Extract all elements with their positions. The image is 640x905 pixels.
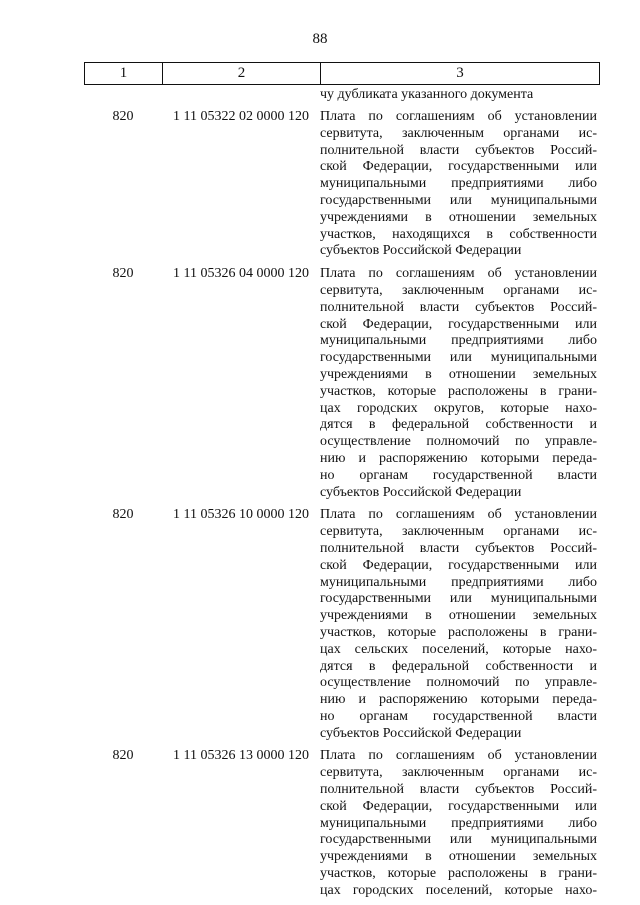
description-line: учреждениями в отношении земельных <box>320 608 597 624</box>
description-line: учреждениями в отношении земельных <box>320 849 597 865</box>
description-line: сервитута, заключенным органами ис- <box>320 765 597 781</box>
budget-classification-code: 1 11 05322 02 0000 120 <box>173 109 309 124</box>
revenue-description <box>320 507 597 742</box>
description-line: участков, которые расположены в грани- <box>320 624 597 640</box>
description-line: учреждениями в отношении земельных <box>320 209 597 225</box>
admin-code: 820 <box>112 109 134 124</box>
budget-classification-code: 1 11 05326 10 0000 120 <box>173 507 309 523</box>
description-line: муниципальными предприятиями либо <box>320 176 597 192</box>
description-line: дятся в федеральной собственности и <box>320 417 597 433</box>
column-header-2: 2 <box>163 63 321 85</box>
description-line: субъектов Российской Федерации <box>320 484 522 500</box>
table-row <box>84 109 599 260</box>
description-line: полнительной власти субъектов Россий- <box>320 299 597 315</box>
description-line: участков, которые расположены в грани- <box>320 866 597 882</box>
column-header-1: 1 <box>85 63 163 85</box>
budget-classification-code: 1 11 05326 04 0000 120 <box>173 266 309 282</box>
description-line: участков, которые расположены в грани- <box>320 383 597 399</box>
description-line: осуществление полномочий по управле- <box>320 675 597 691</box>
table-row <box>84 748 599 899</box>
revenue-description <box>320 109 597 260</box>
description-line: нию и распоряжению которыми переда- <box>320 692 597 708</box>
continuation-text: чу дубликата указанного документа <box>320 87 534 102</box>
revenue-description <box>320 266 597 501</box>
description-line: государственными или муниципальными <box>320 192 597 208</box>
description-line: сервитута, заключенным органами ис- <box>320 524 597 540</box>
description-line: но органам государственной власти <box>320 708 597 724</box>
description-line: ской Федерации, государственными или <box>320 316 597 332</box>
admin-code: 820 <box>112 507 134 523</box>
admin-code: 820 <box>112 748 134 764</box>
description-line: Плата по соглашениям об установлении <box>320 748 597 764</box>
description-line: нию и распоряжению которыми переда- <box>320 450 597 466</box>
description-line: Плата по соглашениям об установлении <box>320 507 597 523</box>
description-line: Плата по соглашениям об установлении <box>320 109 597 124</box>
description-line: полнительной власти субъектов Россий- <box>320 142 597 158</box>
admin-code: 820 <box>112 266 134 282</box>
description-line: государственными или муниципальными <box>320 350 597 366</box>
description-line: государственными или муниципальными <box>320 591 597 607</box>
description-line: государственными или муниципальными <box>320 832 597 848</box>
description-line: муниципальными предприятиями либо <box>320 815 597 831</box>
description-line: ской Федерации, государственными или <box>320 798 597 814</box>
description-line: муниципальными предприятиями либо <box>320 333 597 349</box>
description-line: субъектов Российской Федерации <box>320 243 522 259</box>
description-line: ской Федерации, государственными или <box>320 159 597 175</box>
revenue-description <box>320 748 597 899</box>
description-line: осуществление полномочий по управле- <box>320 434 597 450</box>
description-line: субъектов Российской Федерации <box>320 725 522 741</box>
table-row <box>84 507 599 742</box>
description-line: полнительной власти субъектов Россий- <box>320 782 597 798</box>
budget-classification-code: 1 11 05326 13 0000 120 <box>173 748 309 764</box>
description-line: дятся в федеральной собственности и <box>320 658 597 674</box>
description-line: полнительной власти субъектов Россий- <box>320 540 597 556</box>
column-header-3: 3 <box>321 63 600 85</box>
table-row <box>84 266 599 501</box>
description-line: сервитута, заключенным органами ис- <box>320 125 597 141</box>
description-line: цах городских поселений, которые нахо- <box>320 882 597 898</box>
description-line: ской Федерации, государственными или <box>320 557 597 573</box>
description-line: цах городских округов, которые нахо- <box>320 400 597 416</box>
description-line: Плата по соглашениям об установлении <box>320 266 597 282</box>
column-header-table <box>84 62 600 85</box>
description-line: но органам государственной власти <box>320 467 597 483</box>
description-line: муниципальными предприятиями либо <box>320 574 597 590</box>
description-line: учреждениями в отношении земельных <box>320 366 597 382</box>
page-number: 88 <box>312 31 328 47</box>
description-line: цах сельских поселений, которые нахо- <box>320 641 597 657</box>
description-line: участков, находящихся в собственности <box>320 226 597 242</box>
rows-container <box>84 109 599 900</box>
description-line: сервитута, заключенным органами ис- <box>320 282 597 298</box>
table-body <box>84 86 599 900</box>
